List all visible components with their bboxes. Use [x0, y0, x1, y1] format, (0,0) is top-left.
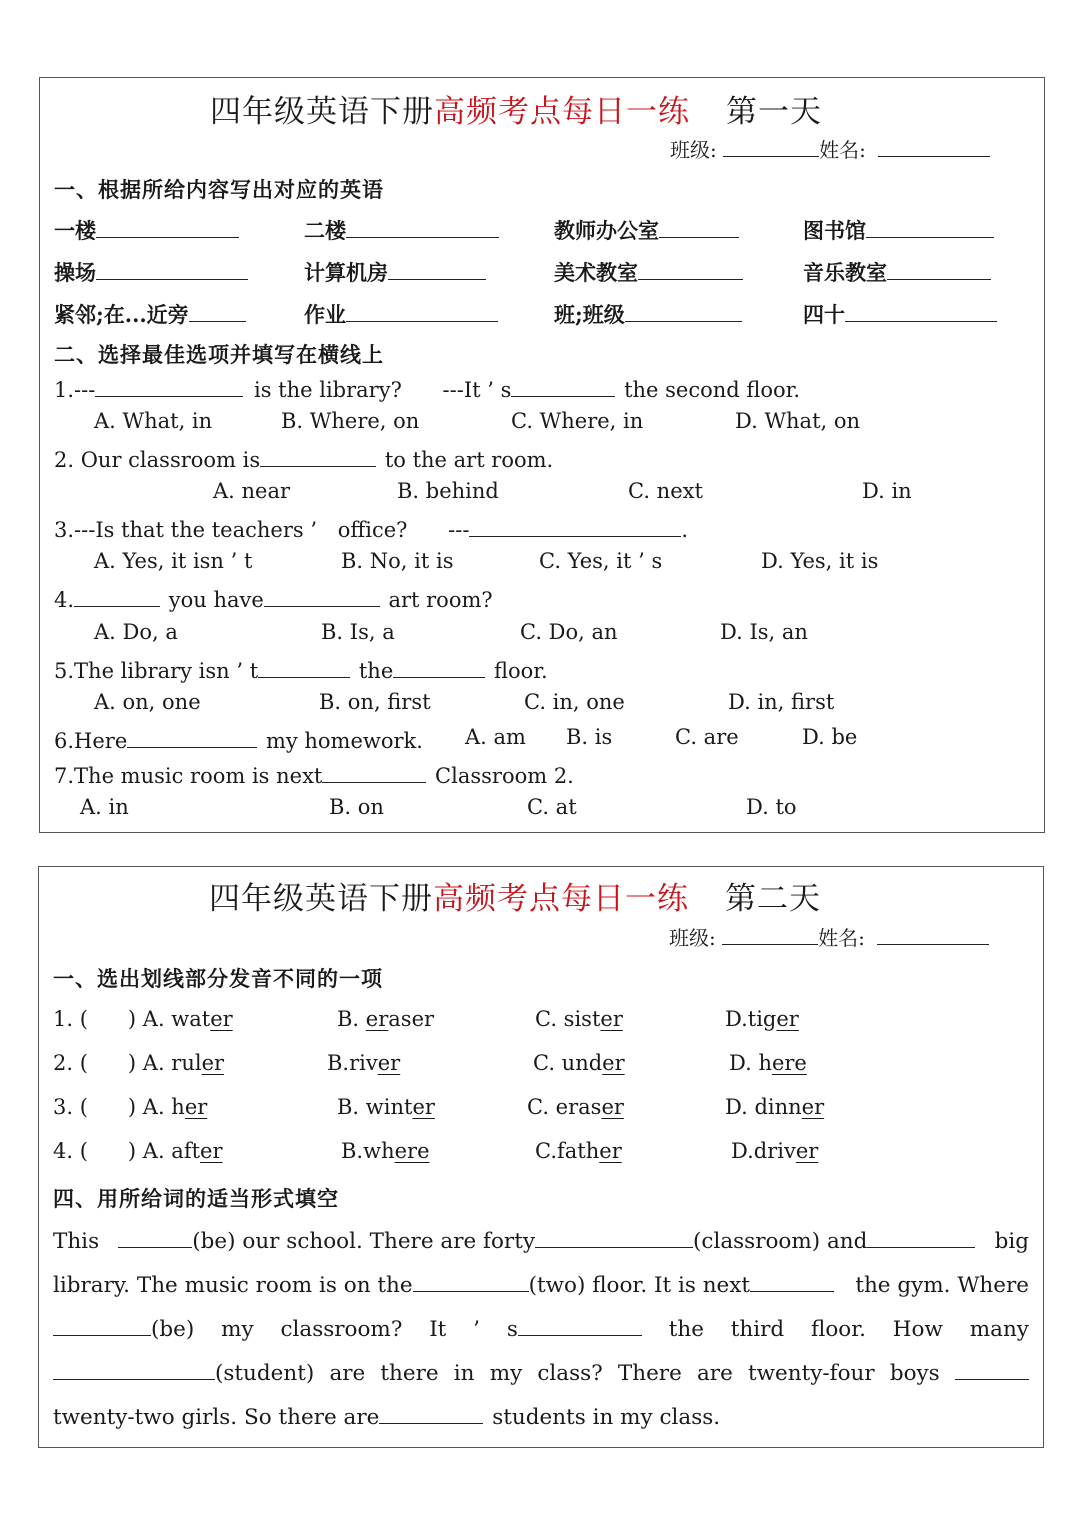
- option[interactable]: C. Where, in: [511, 409, 644, 433]
- option[interactable]: B. No, it is: [341, 549, 454, 573]
- option[interactable]: B. Is, a: [321, 620, 395, 644]
- vocab-item: 二楼: [304, 215, 499, 245]
- page-title: [209, 873, 821, 918]
- name-blank[interactable]: [877, 922, 989, 945]
- option[interactable]: D. here: [729, 1051, 807, 1075]
- name-label: 姓名:: [819, 138, 866, 162]
- option[interactable]: C. Do, an: [520, 620, 618, 644]
- option[interactable]: C. sister: [535, 1007, 623, 1031]
- title-black: 四年级英语下册: [210, 94, 434, 130]
- option[interactable]: C. under: [533, 1051, 625, 1075]
- option[interactable]: A. am: [465, 725, 526, 749]
- answer-blank[interactable]: [96, 257, 248, 280]
- option[interactable]: A. in: [80, 795, 129, 819]
- name-label: 姓名:: [818, 926, 865, 950]
- option[interactable]: B.river: [327, 1051, 401, 1075]
- vocab-item: 作业: [304, 299, 498, 329]
- option[interactable]: D. What, on: [735, 409, 861, 433]
- class-label: 班级:: [670, 138, 717, 162]
- answer-blank[interactable]: [867, 1225, 975, 1248]
- option[interactable]: D. in, first: [728, 690, 835, 714]
- answer-blank[interactable]: [264, 584, 380, 607]
- paragraph-line-1: This (be) our school. There are forty (classroom) and big: [53, 1225, 1029, 1254]
- option[interactable]: D. be: [802, 725, 858, 749]
- option[interactable]: A. near: [213, 479, 291, 503]
- question-6: 6.Here my homework.: [54, 725, 423, 753]
- option[interactable]: B. behind: [397, 479, 499, 503]
- title-red: 高频考点每日一练: [434, 94, 690, 130]
- answer-blank[interactable]: [118, 1225, 192, 1248]
- question-7: 7.The music room is next Classroom 2.: [54, 760, 574, 788]
- section-heading: 二、选择最佳选项并填写在横线上: [54, 342, 384, 367]
- option[interactable]: D. Is, an: [720, 620, 808, 644]
- vocab-item: 计算机房: [304, 257, 486, 287]
- option[interactable]: C. next: [628, 479, 703, 503]
- title-red: 高频考点每日一练: [433, 881, 689, 917]
- option[interactable]: A. What, in: [94, 409, 213, 433]
- option[interactable]: C. at: [527, 795, 577, 819]
- option[interactable]: C.father: [535, 1139, 622, 1163]
- question-4: 4. you have art room?: [54, 584, 493, 612]
- vocab-item: 一楼: [54, 215, 239, 245]
- title-day: 第一天: [726, 94, 822, 130]
- day2-worksheet: [38, 866, 1044, 1448]
- answer-blank[interactable]: [750, 1269, 834, 1292]
- vocab-item: 教师办公室: [554, 215, 739, 245]
- answer-blank[interactable]: [346, 299, 498, 322]
- answer-blank[interactable]: [955, 1357, 1029, 1380]
- vocab-item: 紧邻;在...近旁: [54, 299, 246, 329]
- question-5: 5.The library isn ’ t the floor.: [54, 655, 548, 683]
- class-blank[interactable]: [722, 922, 818, 945]
- title-black: 四年级英语下册: [209, 881, 433, 917]
- answer-blank[interactable]: [346, 215, 499, 238]
- option[interactable]: D. dinner: [725, 1095, 825, 1119]
- option[interactable]: D. in: [862, 479, 912, 503]
- answer-blank[interactable]: [189, 299, 246, 322]
- option[interactable]: B. on: [329, 795, 384, 819]
- option[interactable]: B. is: [566, 725, 613, 749]
- phonics-row: 3. ( ) A. her: [53, 1095, 208, 1119]
- option[interactable]: C. Yes, it ’ s: [539, 549, 663, 573]
- page-title: [210, 86, 822, 131]
- option[interactable]: C. are: [675, 725, 739, 749]
- paragraph-line-3: (be) my classroom? It ’ s the third floor. How many: [53, 1313, 1029, 1342]
- option[interactable]: A. Yes, it isn ’ t: [94, 549, 253, 573]
- answer-blank[interactable]: [659, 215, 739, 238]
- option[interactable]: D. to: [746, 795, 797, 819]
- answer-blank[interactable]: [887, 257, 991, 280]
- vocab-item: 班;班级: [554, 299, 742, 329]
- answer-blank[interactable]: [866, 215, 994, 238]
- vocab-item: 音乐教室: [803, 257, 991, 287]
- section-heading: 四、用所给词的适当形式填空: [53, 1186, 339, 1211]
- phonics-row: 4. ( ) A. after: [53, 1139, 223, 1163]
- option[interactable]: B. on, first: [319, 690, 431, 714]
- question-2: 2. Our classroom is to the art room.: [54, 444, 553, 472]
- name-blank[interactable]: [878, 134, 990, 157]
- answer-blank[interactable]: [53, 1313, 151, 1336]
- paragraph-line-4: (student) are there in my class? There are twenty-four boys: [53, 1357, 1029, 1386]
- option[interactable]: B. eraser: [337, 1007, 435, 1031]
- class-label: 班级:: [669, 926, 716, 950]
- phonics-row: 1. ( ) A. water: [53, 1007, 233, 1031]
- phonics-row: 2. ( ) A. ruler: [53, 1051, 225, 1075]
- vocab-item: 操场: [54, 257, 248, 287]
- vocab-item: 图书馆: [803, 215, 994, 245]
- title-day: 第二天: [725, 881, 821, 917]
- class-blank[interactable]: [723, 134, 819, 157]
- option[interactable]: A. Do, a: [94, 620, 178, 644]
- option[interactable]: B.where: [341, 1139, 430, 1163]
- answer-blank[interactable]: [625, 299, 742, 322]
- answer-blank[interactable]: [96, 215, 239, 238]
- answer-blank[interactable]: [638, 257, 743, 280]
- answer-blank[interactable]: [322, 760, 426, 783]
- answer-blank[interactable]: [379, 1401, 483, 1424]
- question-1: 1.--- is the library? ---It ’ s the second floor.: [54, 374, 800, 402]
- answer-blank[interactable]: [258, 655, 350, 678]
- answer-blank[interactable]: [469, 514, 681, 537]
- option[interactable]: A. on, one: [94, 690, 201, 714]
- option[interactable]: D. Yes, it is: [761, 549, 879, 573]
- option[interactable]: B. Where, on: [281, 409, 420, 433]
- section-heading: 一、根据所给内容写出对应的英语: [54, 177, 384, 202]
- class-name-line: [669, 922, 989, 951]
- section-heading: 一、选出划线部分发音不同的一项: [53, 966, 383, 991]
- answer-blank[interactable]: [511, 374, 615, 397]
- answer-blank[interactable]: [388, 257, 486, 280]
- option[interactable]: B. winter: [337, 1095, 435, 1119]
- answer-blank[interactable]: [127, 725, 257, 748]
- answer-blank[interactable]: [393, 655, 485, 678]
- answer-blank[interactable]: [260, 444, 376, 467]
- vocab-item: 四十: [803, 299, 997, 329]
- option[interactable]: C. eraser: [527, 1095, 624, 1119]
- answer-blank[interactable]: [413, 1269, 529, 1292]
- question-3: 3.---Is that the teachers ’ office? --- .: [54, 514, 688, 542]
- day1-worksheet: [39, 77, 1045, 833]
- answer-blank[interactable]: [74, 584, 160, 607]
- answer-blank[interactable]: [53, 1357, 215, 1380]
- vocab-item: 美术教室: [554, 257, 743, 287]
- paragraph-line-2: library. The music room is on the (two) floor. It is next the gym. Where: [53, 1269, 1029, 1298]
- option[interactable]: D.driver: [731, 1139, 819, 1163]
- paragraph-line-5: twenty-two girls. So there are students in my class.: [53, 1401, 720, 1430]
- answer-blank[interactable]: [518, 1313, 642, 1336]
- option[interactable]: D.tiger: [725, 1007, 799, 1031]
- answer-blank[interactable]: [95, 374, 243, 397]
- option[interactable]: C. in, one: [524, 690, 625, 714]
- answer-blank[interactable]: [845, 299, 997, 322]
- class-name-line: [670, 134, 990, 163]
- answer-blank[interactable]: [535, 1225, 693, 1248]
